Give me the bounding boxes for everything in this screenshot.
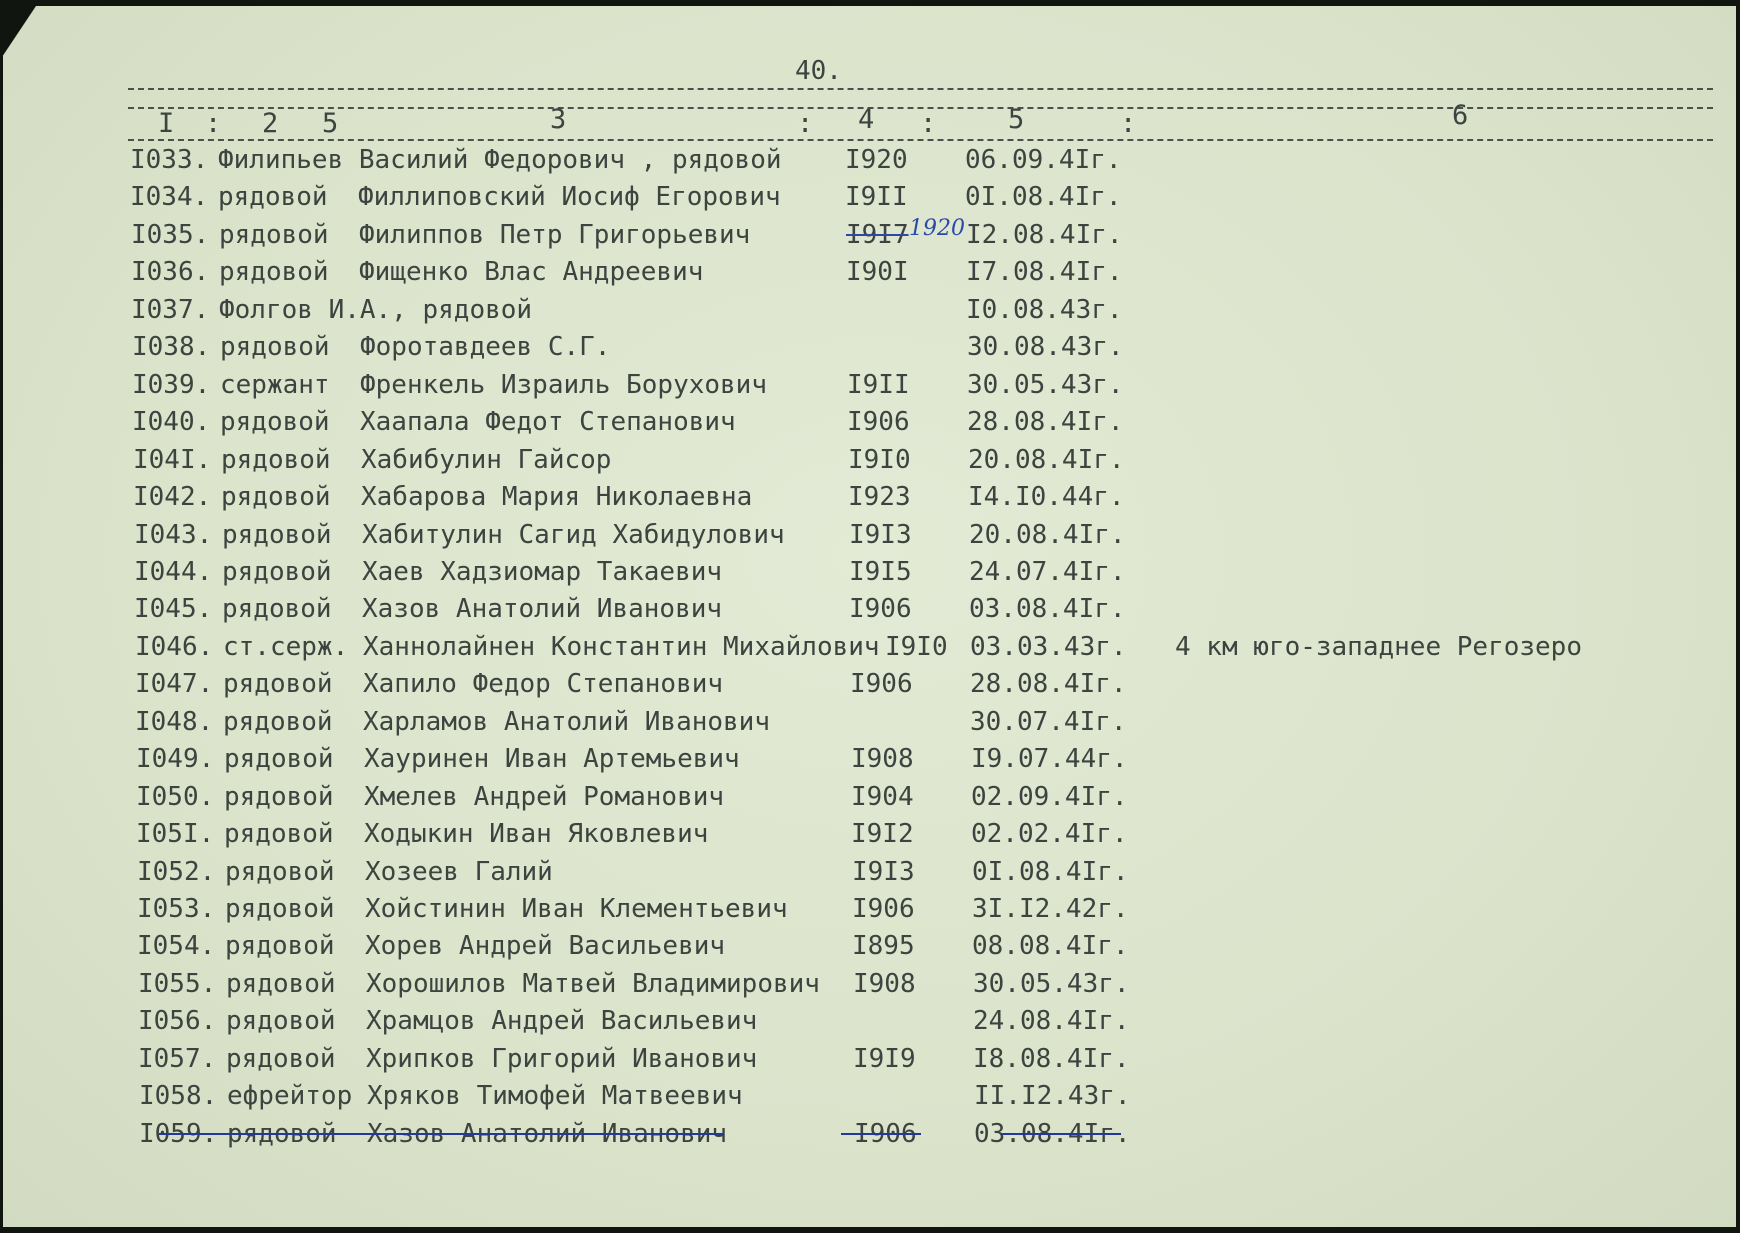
record-rank: рядовой xyxy=(223,707,333,737)
header-separator: : xyxy=(205,108,222,139)
record-date: I4.I0.44г. xyxy=(968,482,1125,512)
record-date: I9.07.44г. xyxy=(971,744,1128,774)
record-number: I054. xyxy=(137,931,216,961)
strikethrough-line xyxy=(159,1133,724,1135)
header-separator: : xyxy=(920,108,937,139)
record-number: I043. xyxy=(134,520,213,550)
record-name: Френкель Израиль Борухович xyxy=(360,370,767,400)
record-number: I039. xyxy=(132,370,211,400)
list-item xyxy=(0,1044,1740,1080)
list-item xyxy=(0,707,1740,743)
record-date: I2.08.4Iг. xyxy=(966,220,1123,250)
record-name: Хауринен Иван Артемьевич xyxy=(364,744,740,774)
record-rank: рядовой xyxy=(222,520,332,550)
record-number: I058. xyxy=(139,1081,218,1111)
list-item xyxy=(0,482,1740,518)
record-date: 24.07.4Iг. xyxy=(969,557,1126,587)
record-date: 30.05.43г. xyxy=(967,370,1124,400)
record-rank: рядовой xyxy=(225,894,335,924)
record-birth-year: I9I2 xyxy=(851,819,914,849)
list-item xyxy=(0,445,1740,481)
record-name: Хаев Хадзиомар Такаевич xyxy=(362,557,723,587)
record-name: Форотавдеев С.Г. xyxy=(360,332,611,362)
record-birth-year: I9I0 xyxy=(885,632,948,662)
record-number: I056. xyxy=(138,1006,217,1036)
record-rank: рядовой xyxy=(220,332,330,362)
list-item xyxy=(0,370,1740,406)
record-date: 30.08.43г. xyxy=(967,332,1124,362)
scan-border-top xyxy=(0,0,1740,6)
header-separator: : xyxy=(797,108,814,139)
record-date: 0I.08.4Iг. xyxy=(972,857,1129,887)
record-rank: рядовой xyxy=(220,407,330,437)
record-date: 24.08.4Iг. xyxy=(973,1006,1130,1036)
record-number: I053. xyxy=(137,894,216,924)
record-birth-year: I906 xyxy=(854,1119,917,1149)
record-birth-year: I9II xyxy=(847,370,910,400)
record-birth-year: I908 xyxy=(851,744,914,774)
record-location-note: 4 км юго-западнее Регозеро xyxy=(1175,632,1582,662)
record-birth-year: I923 xyxy=(848,482,911,512)
record-date: 03.08.4Iг. xyxy=(969,594,1126,624)
record-date: 08.08.4Iг. xyxy=(972,931,1129,961)
header-col-5: 5 xyxy=(1008,104,1025,135)
record-name: Хойстинин Иван Клементьевич xyxy=(365,894,788,924)
record-number: I047. xyxy=(135,669,214,699)
strikethrough-line xyxy=(1001,1133,1121,1135)
record-date: 20.08.4Iг. xyxy=(968,445,1125,475)
list-item xyxy=(0,407,1740,443)
record-number: I050. xyxy=(136,782,215,812)
record-rank: ст.серж. xyxy=(223,632,349,662)
list-item xyxy=(0,216,1740,256)
record-birth-year: I906 xyxy=(847,407,910,437)
record-number: I033. xyxy=(130,145,209,175)
record-date: 30.05.43г. xyxy=(973,969,1130,999)
record-date: I8.08.4Iг. xyxy=(973,1044,1130,1074)
handwritten-correction: 1920 xyxy=(909,216,965,241)
record-name: Хазов Анатолий Иванович xyxy=(362,594,723,624)
record-birth-year: I906 xyxy=(850,669,913,699)
record-birth-year: I90I xyxy=(846,257,909,287)
record-date: 03.03.43г. xyxy=(970,632,1127,662)
list-item xyxy=(0,931,1740,967)
record-rank: рядовой xyxy=(225,857,335,887)
record-date: 28.08.4Iг. xyxy=(967,407,1124,437)
record-number: I036. xyxy=(131,257,210,287)
record-rank: рядовой xyxy=(221,482,331,512)
header-col-6: 6 xyxy=(1452,100,1469,131)
list-item xyxy=(0,145,1740,181)
record-rank: рядовой xyxy=(224,819,334,849)
record-number: I046. xyxy=(135,632,214,662)
record-number: I052. xyxy=(137,857,216,887)
record-name: Ходыкин Иван Яковлевич xyxy=(364,819,709,849)
list-item xyxy=(0,857,1740,893)
record-name: Хряков Тимофей Матвеевич xyxy=(367,1081,743,1111)
record-number: I038. xyxy=(132,332,211,362)
record-rank: рядовой xyxy=(224,744,334,774)
list-item xyxy=(0,332,1740,368)
header-rule-top xyxy=(128,88,1713,90)
record-name: Хмелев Андрей Романович xyxy=(364,782,725,812)
record-number: I044. xyxy=(134,557,213,587)
record-number: I04I. xyxy=(133,445,212,475)
record-number: I045. xyxy=(134,594,213,624)
header-separator: : xyxy=(1120,108,1137,139)
record-birth-year: I9I0 xyxy=(848,445,911,475)
record-name: Хорев Андрей Васильевич xyxy=(365,931,726,961)
record-birth-year: I920 xyxy=(845,145,908,175)
list-item xyxy=(0,744,1740,780)
record-name: Филиппов Петр Григорьевич xyxy=(359,220,751,250)
record-birth-year: I9I9 xyxy=(853,1044,916,1074)
list-item xyxy=(0,782,1740,818)
record-birth-year: I9I5 xyxy=(849,557,912,587)
record-birth-year: I9I3 xyxy=(849,520,912,550)
record-rank: рядовой xyxy=(223,669,333,699)
record-number: I055. xyxy=(138,969,217,999)
list-item xyxy=(0,969,1740,1005)
page-number: 40. xyxy=(795,56,842,86)
record-rank: Филипьев Василий Федорович , рядовой xyxy=(218,145,782,175)
record-number: I05I. xyxy=(136,819,215,849)
record-number: I048. xyxy=(135,707,214,737)
record-birth-year: I904 xyxy=(851,782,914,812)
record-rank: рядовой xyxy=(225,931,335,961)
scan-border-bottom xyxy=(0,1227,1740,1233)
record-rank: рядовой xyxy=(222,557,332,587)
list-item xyxy=(0,1081,1740,1117)
record-date: 28.08.4Iг. xyxy=(970,669,1127,699)
record-birth-year: I9II xyxy=(845,182,908,212)
list-item xyxy=(0,257,1740,293)
header-col-4: 4 xyxy=(858,104,875,135)
list-item xyxy=(0,632,1740,668)
record-rank: Фолгов И.А., рядовой xyxy=(219,295,533,325)
record-name: Хаапала Федот Степанович xyxy=(360,407,736,437)
list-item xyxy=(0,894,1740,930)
header-col-2: 2 xyxy=(262,108,279,139)
record-rank: рядовой xyxy=(227,1119,337,1149)
strikethrough-line xyxy=(841,1133,921,1135)
record-name: Ханнолайнен Константин Михайлович xyxy=(363,632,880,662)
record-name: Хабибулин Гайсор xyxy=(361,445,612,475)
header-col-3: 3 xyxy=(550,104,567,135)
record-date: 02.09.4Iг. xyxy=(971,782,1128,812)
record-birth-year: I906 xyxy=(849,594,912,624)
record-number: I034. xyxy=(130,182,209,212)
record-date: 3I.I2.42г. xyxy=(972,894,1129,924)
record-date: 20.08.4Iг. xyxy=(969,520,1126,550)
record-number: I042. xyxy=(133,482,212,512)
record-name: Хрипков Григорий Иванович xyxy=(366,1044,758,1074)
record-name: Хапило Федор Степанович xyxy=(363,669,724,699)
record-date: 02.02.4Iг. xyxy=(971,819,1128,849)
list-item xyxy=(0,594,1740,630)
record-rank: ефрейтор xyxy=(227,1081,353,1111)
record-number: I049. xyxy=(136,744,215,774)
list-item xyxy=(0,557,1740,593)
record-date: 0I.08.4Iг. xyxy=(965,182,1122,212)
scan-corner xyxy=(0,0,40,60)
record-rank: рядовой xyxy=(222,594,332,624)
record-name: Фищенко Влас Андреевич xyxy=(359,257,704,287)
record-rank: сержант xyxy=(220,370,330,400)
record-birth-year: I906 xyxy=(852,894,915,924)
record-name: Филлиповский Иосиф Егорович xyxy=(358,182,781,212)
record-number: I040. xyxy=(132,407,211,437)
record-birth-year: I895 xyxy=(852,931,915,961)
record-number: I059. xyxy=(139,1119,218,1149)
record-date: II.I2.43г. xyxy=(974,1081,1131,1111)
record-rank: рядовой xyxy=(219,257,329,287)
record-name: Хабитулин Сагид Хабидулович xyxy=(362,520,785,550)
record-date: 30.07.4Iг. xyxy=(970,707,1127,737)
record-birth-year: I9I3 xyxy=(852,857,915,887)
record-name: Харламов Анатолий Иванович xyxy=(363,707,770,737)
record-date: I7.08.4Iг. xyxy=(966,257,1123,287)
record-rank: рядовой xyxy=(221,445,331,475)
list-item xyxy=(0,1119,1740,1155)
list-item xyxy=(0,669,1740,705)
record-number: I035. xyxy=(131,220,210,250)
record-birth-year: I908 xyxy=(853,969,916,999)
record-number: I057. xyxy=(138,1044,217,1074)
record-rank: рядовой xyxy=(226,1044,336,1074)
record-name: Хазов Анатолий Иванович xyxy=(367,1119,728,1149)
record-rank: рядовой xyxy=(219,220,329,250)
record-rank: рядовой xyxy=(224,782,334,812)
record-name: Храмцов Андрей Васильевич xyxy=(366,1006,758,1036)
record-name: Хозеев Галий xyxy=(365,857,553,887)
record-rank: рядовой xyxy=(218,182,328,212)
record-date: I0.08.43г. xyxy=(966,295,1123,325)
list-item xyxy=(0,1006,1740,1042)
record-birth-year: I9I7 xyxy=(846,220,909,250)
list-item xyxy=(0,520,1740,556)
list-item xyxy=(0,819,1740,855)
record-name: Хабарова Мария Николаевна xyxy=(361,482,753,512)
record-number: I037. xyxy=(131,295,210,325)
header-col-2b: 5 xyxy=(322,108,339,139)
list-item xyxy=(0,182,1740,218)
record-rank: рядовой xyxy=(226,1006,336,1036)
header-col-1: I xyxy=(158,108,175,139)
list-item xyxy=(0,295,1740,331)
record-name: Хорошилов Матвей Владимирович xyxy=(366,969,820,999)
record-rank: рядовой xyxy=(226,969,336,999)
record-date: 03.08.4Iг. xyxy=(974,1119,1131,1149)
header-rule-bottom xyxy=(128,139,1713,141)
record-date: 06.09.4Iг. xyxy=(965,145,1122,175)
